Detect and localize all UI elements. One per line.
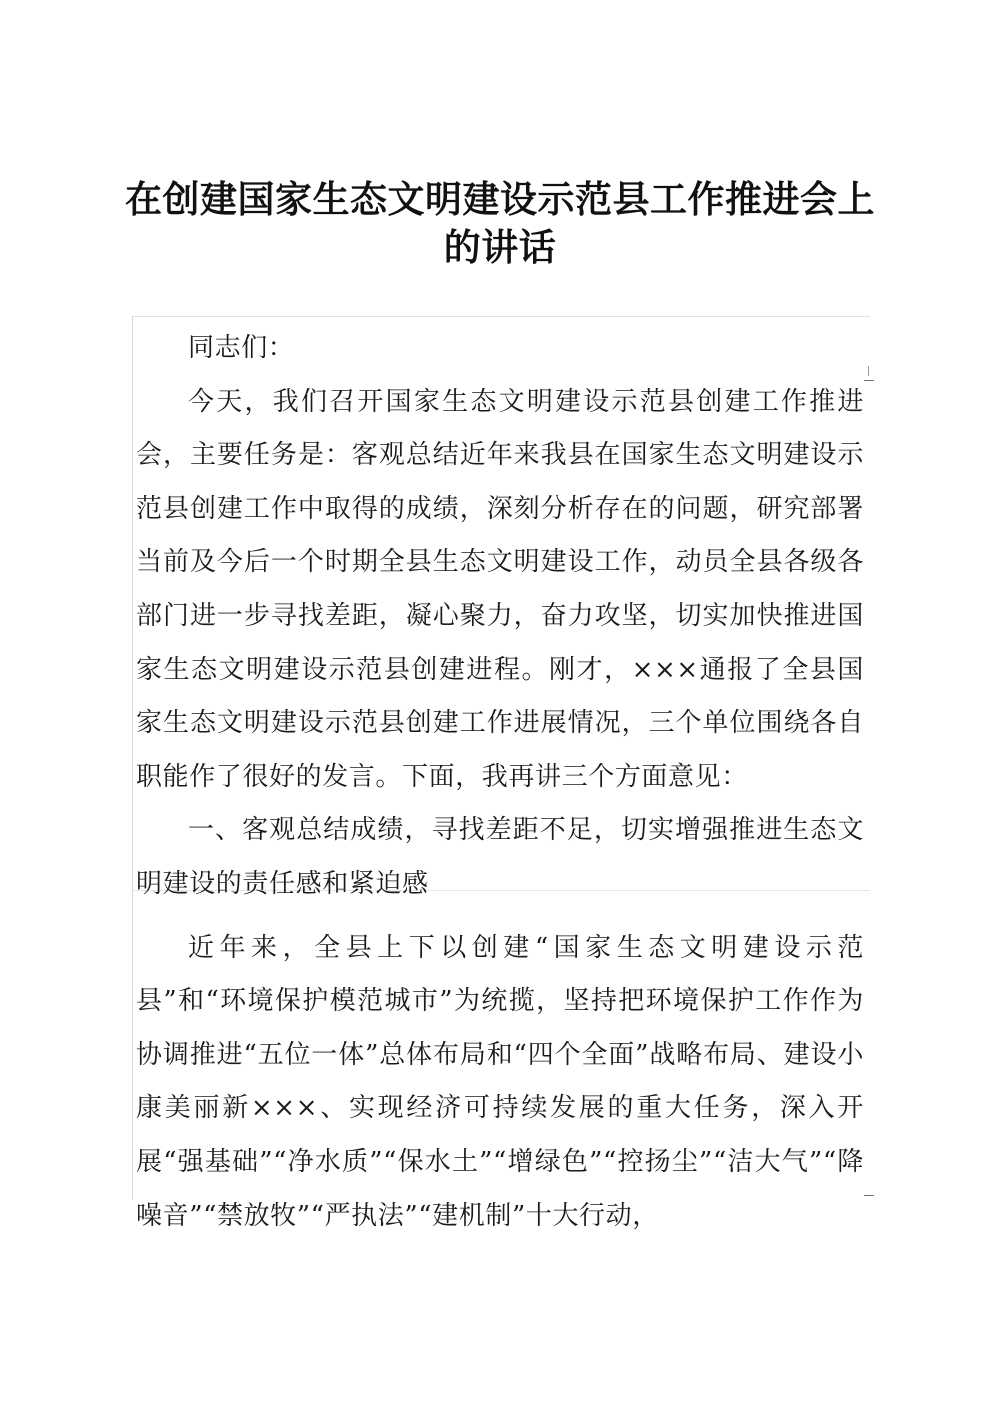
margin-corner-mark bbox=[864, 370, 874, 381]
document-body bbox=[136, 322, 864, 1243]
title-line-2: 的讲话 bbox=[443, 226, 557, 269]
document-title bbox=[100, 176, 900, 272]
margin-corner-mark-bottom bbox=[864, 1185, 874, 1196]
title-line-1: 在创建国家生态文明建设示范县工作推进会上 bbox=[125, 178, 875, 221]
margin-corner-tick bbox=[868, 366, 869, 376]
paragraph-achievements: 近年来，全县上下以创建“国家生态文明建设示范县”和“环境保护模范城市”为统揽，坚持把环境保护工作作为协调推进“五位一体”总体布局和“四个全面”战略布局、建设小康美丽新×××、实现经济可持续发展的重大任务，深入开展“强基础”“净水质”“保水土”“增绿色”“控扬尘”“洁大气”“降噪音”“禁放牧”“严执法”“建机制”十大行动， bbox=[136, 932, 864, 1231]
salutation: 同志们： bbox=[188, 333, 295, 363]
paragraph-opening: 今天，我们召开国家生态文明建设示范县创建工作推进会，主要任务是：客观总结近年来我县在国家生态文明建设示范县创建工作中取得的成绩，深刻分析存在的问题，研究部署当前及今后一个时期全县生态文明建设工作，动员全县各级各部门进一步寻找差距，凝心聚力，奋力攻坚，切实加快推进国家生态文明建设示范县创建进程。刚才，×××通报了全县国家生态文明建设示范县创建工作进展情况，三个单位围绕各自职能作了很好的发言。下面，我再讲三个方面意见： bbox=[136, 386, 864, 792]
section-heading-1: 一、客观总结成绩，寻找差距不足，切实增强推进生态文明建设的责任感和紧迫感 bbox=[136, 815, 864, 899]
